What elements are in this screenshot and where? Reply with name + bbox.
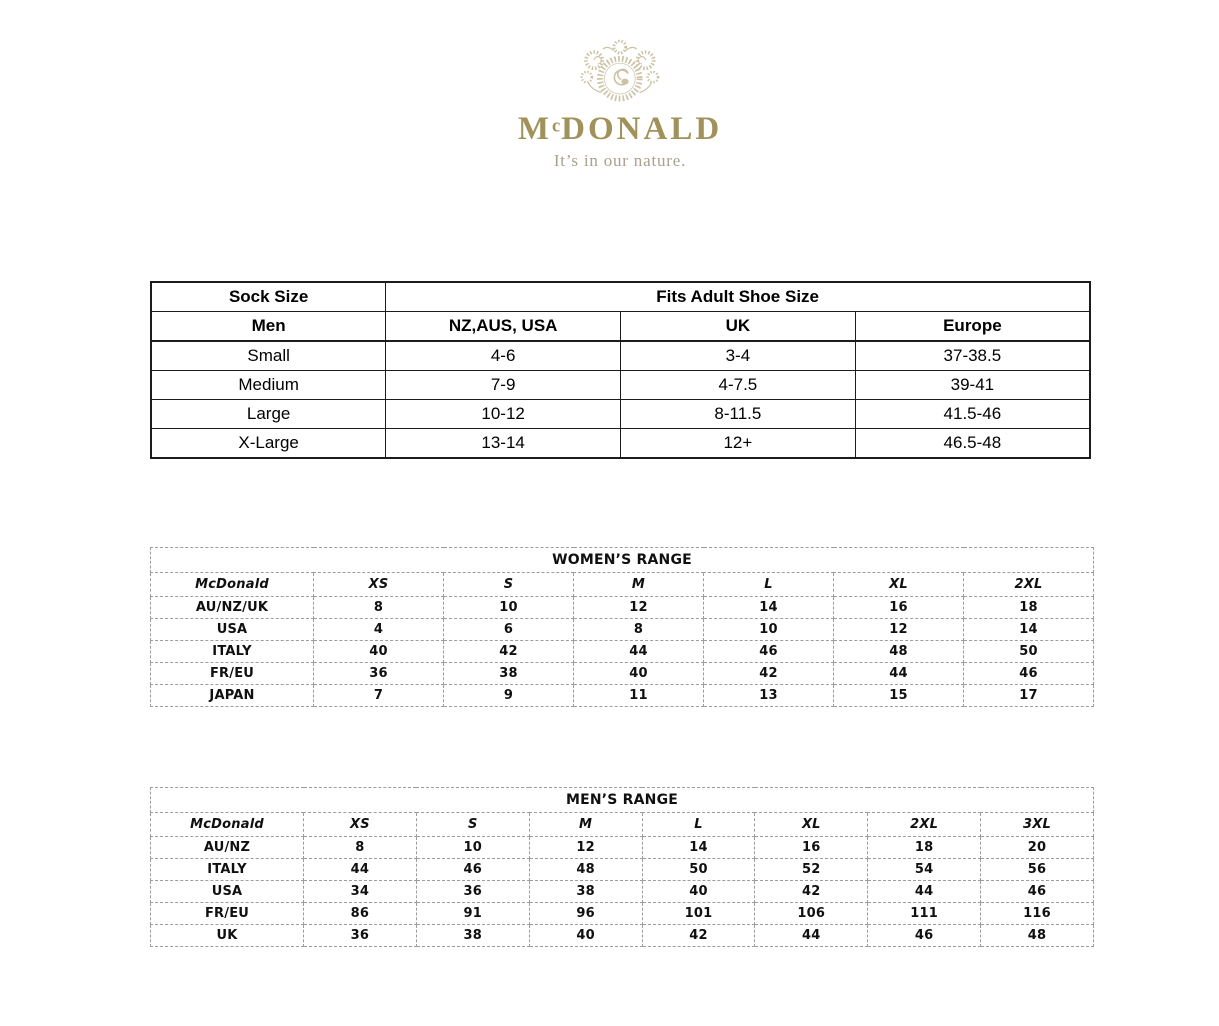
value-cell: 56: [981, 859, 1094, 881]
value-cell: 44: [834, 663, 964, 685]
value-cell: 96: [529, 903, 642, 925]
column-header: 2XL: [964, 573, 1094, 597]
column-header: 3XL: [981, 813, 1094, 837]
row-label-cell: FR/EU: [151, 903, 304, 925]
value-cell: 3-4: [621, 341, 856, 371]
value-cell: 12: [529, 837, 642, 859]
value-cell: 44: [304, 859, 417, 881]
value-cell: 42: [704, 663, 834, 685]
value-cell: 36: [314, 663, 444, 685]
column-header: S: [444, 573, 574, 597]
table-row: [151, 837, 1094, 859]
value-cell: 7: [314, 685, 444, 707]
row-label-cell: X-Large: [151, 429, 386, 459]
womens-range-table: [150, 547, 1094, 707]
fits-adult-shoe-size-header: Fits Adult Shoe Size: [386, 282, 1090, 312]
row-label-cell: ITALY: [151, 859, 304, 881]
column-header: 2XL: [868, 813, 981, 837]
value-cell: 16: [834, 597, 964, 619]
table-row: [151, 663, 1094, 685]
table-row: [151, 597, 1094, 619]
mens-range-title-row: [151, 788, 1094, 813]
column-header: Europe: [855, 312, 1090, 342]
value-cell: 10-12: [386, 400, 621, 429]
value-cell: 14: [704, 597, 834, 619]
brand-tagline: It’s in our nature.: [553, 150, 687, 170]
value-cell: 8: [574, 619, 704, 641]
value-cell: 111: [868, 903, 981, 925]
column-header: XL: [755, 813, 868, 837]
table-row: [151, 903, 1094, 925]
value-cell: 101: [642, 903, 755, 925]
value-cell: 38: [529, 881, 642, 903]
value-cell: 48: [834, 641, 964, 663]
column-header: UK: [621, 312, 856, 342]
value-cell: 4: [314, 619, 444, 641]
value-cell: 38: [416, 925, 529, 947]
value-cell: 16: [755, 837, 868, 859]
value-cell: 41.5-46: [855, 400, 1090, 429]
value-cell: 13-14: [386, 429, 621, 459]
value-cell: 10: [444, 597, 574, 619]
brand-wordmark: [518, 112, 722, 147]
table-row: [151, 619, 1094, 641]
column-header: S: [416, 813, 529, 837]
column-header: McDonald: [151, 813, 304, 837]
value-cell: 46: [868, 925, 981, 947]
column-header: NZ,AUS, USA: [386, 312, 621, 342]
brand-wordmark-m: M: [517, 111, 552, 147]
value-cell: 9: [444, 685, 574, 707]
table-row: [151, 400, 1090, 429]
value-cell: 46: [704, 641, 834, 663]
value-cell: 46: [981, 881, 1094, 903]
brand-logo: [518, 36, 722, 171]
sock-size-header: Sock Size: [151, 282, 386, 312]
column-header: L: [704, 573, 834, 597]
row-label-cell: ITALY: [151, 641, 314, 663]
value-cell: 37-38.5: [855, 341, 1090, 371]
value-cell: 12: [574, 597, 704, 619]
value-cell: 14: [642, 837, 755, 859]
value-cell: 20: [981, 837, 1094, 859]
womens-range-header-row: [151, 573, 1094, 597]
table-row: [151, 341, 1090, 371]
value-cell: 6: [444, 619, 574, 641]
sock-table-header-row-1: [151, 282, 1090, 312]
table-row: [151, 925, 1094, 947]
sock-table-header-row-2: [151, 312, 1090, 342]
value-cell: 8: [314, 597, 444, 619]
womens-range-title: WOMEN’S RANGE: [151, 548, 1094, 573]
column-header: McDonald: [151, 573, 314, 597]
row-label-cell: USA: [151, 619, 314, 641]
column-header: Men: [151, 312, 386, 342]
value-cell: 7-9: [386, 371, 621, 400]
value-cell: 46: [964, 663, 1094, 685]
column-header: XL: [834, 573, 964, 597]
value-cell: 14: [964, 619, 1094, 641]
row-label-cell: USA: [151, 881, 304, 903]
value-cell: 54: [868, 859, 981, 881]
value-cell: 42: [755, 881, 868, 903]
row-label-cell: UK: [151, 925, 304, 947]
value-cell: 86: [304, 903, 417, 925]
value-cell: 40: [314, 641, 444, 663]
mens-range-table: [150, 787, 1094, 947]
column-header: XS: [304, 813, 417, 837]
value-cell: 8-11.5: [621, 400, 856, 429]
value-cell: 18: [964, 597, 1094, 619]
table-row: [151, 685, 1094, 707]
table-row: [151, 371, 1090, 400]
value-cell: 12+: [621, 429, 856, 459]
column-header: M: [574, 573, 704, 597]
value-cell: 10: [416, 837, 529, 859]
table-row: [151, 859, 1094, 881]
value-cell: 36: [416, 881, 529, 903]
table-row: [151, 881, 1094, 903]
value-cell: 42: [444, 641, 574, 663]
brand-wordmark-c: c: [551, 115, 562, 136]
value-cell: 40: [642, 881, 755, 903]
value-cell: 44: [574, 641, 704, 663]
row-label-cell: Small: [151, 341, 386, 371]
row-label-cell: AU/NZ: [151, 837, 304, 859]
brand-wordmark-rest: DONALD: [561, 111, 723, 147]
value-cell: 52: [755, 859, 868, 881]
value-cell: 18: [868, 837, 981, 859]
row-label-cell: FR/EU: [151, 663, 314, 685]
value-cell: 106: [755, 903, 868, 925]
value-cell: 10: [704, 619, 834, 641]
womens-range-title-row: [151, 548, 1094, 573]
value-cell: 48: [981, 925, 1094, 947]
value-cell: 39-41: [855, 371, 1090, 400]
table-row: [151, 641, 1094, 663]
sock-size-table: [150, 281, 1091, 459]
brand-crest-icon: [572, 36, 668, 108]
column-header: M: [529, 813, 642, 837]
value-cell: 12: [834, 619, 964, 641]
value-cell: 36: [304, 925, 417, 947]
column-header: XS: [314, 573, 444, 597]
value-cell: 48: [529, 859, 642, 881]
value-cell: 46.5-48: [855, 429, 1090, 459]
value-cell: 42: [642, 925, 755, 947]
row-label-cell: Medium: [151, 371, 386, 400]
value-cell: 13: [704, 685, 834, 707]
table-row: [151, 429, 1090, 459]
row-label-cell: JAPAN: [151, 685, 314, 707]
value-cell: 50: [642, 859, 755, 881]
value-cell: 116: [981, 903, 1094, 925]
value-cell: 15: [834, 685, 964, 707]
value-cell: 91: [416, 903, 529, 925]
column-header: L: [642, 813, 755, 837]
mens-range-title: MEN’S RANGE: [151, 788, 1094, 813]
value-cell: 40: [574, 663, 704, 685]
value-cell: 46: [416, 859, 529, 881]
value-cell: 4-6: [386, 341, 621, 371]
row-label-cell: Large: [151, 400, 386, 429]
value-cell: 40: [529, 925, 642, 947]
value-cell: 44: [755, 925, 868, 947]
value-cell: 17: [964, 685, 1094, 707]
value-cell: 50: [964, 641, 1094, 663]
value-cell: 8: [304, 837, 417, 859]
mens-range-header-row: [151, 813, 1094, 837]
value-cell: 38: [444, 663, 574, 685]
value-cell: 11: [574, 685, 704, 707]
value-cell: 4-7.5: [621, 371, 856, 400]
value-cell: 44: [868, 881, 981, 903]
row-label-cell: AU/NZ/UK: [151, 597, 314, 619]
value-cell: 34: [304, 881, 417, 903]
